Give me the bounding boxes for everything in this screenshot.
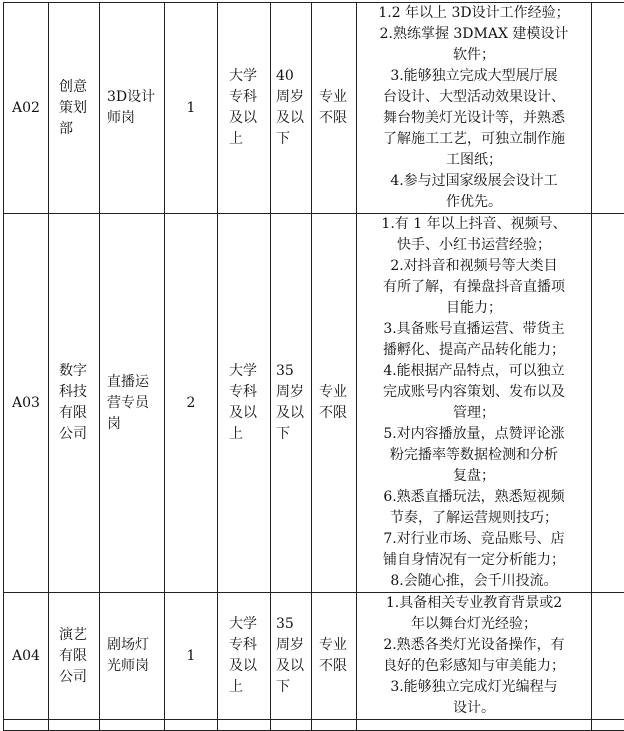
requirement-line: 管理； (357, 403, 591, 424)
job-code: A02 (12, 100, 40, 116)
department-line: 公司 (59, 424, 89, 445)
headcount: 1 (187, 648, 196, 664)
requirements-cell (357, 3, 592, 214)
count-cell (165, 593, 218, 720)
count-cell (165, 3, 218, 214)
requirement-line: 有所了解，有操盘抖音直播项 (357, 277, 591, 298)
education-requirement (229, 361, 259, 445)
dept-cell (49, 214, 100, 593)
major-requirement-line: 专业 (319, 87, 349, 108)
education-cell (218, 593, 271, 720)
education-requirement-line: 上 (229, 424, 259, 445)
count-cell (165, 214, 218, 593)
age-cell (271, 593, 312, 720)
requirement-line: 铺自身情况有一定分析能力； (357, 550, 591, 571)
major-requirement (319, 87, 349, 129)
requirement-line: 舞台物美灯光设计等，并熟悉 (357, 108, 591, 129)
blank-cell (271, 720, 312, 731)
position-cell (100, 593, 165, 720)
age-requirement-line: 及以 (276, 108, 306, 129)
position-name-line: 3D设计 (107, 87, 157, 108)
education-requirement-line: 及以 (229, 656, 259, 677)
major-requirement (319, 382, 349, 424)
requirement-line: 完成账号内容策划、发布以及 (357, 382, 591, 403)
requirement-line: 快手、小红书运营经验； (357, 235, 591, 256)
requirement-line: 粉完播率等数据检测和分析 (357, 445, 591, 466)
blank-cell (312, 720, 357, 731)
age-requirement-line: 下 (276, 424, 306, 445)
major-requirement (319, 635, 349, 677)
department-line: 演艺 (59, 625, 89, 646)
code-cell (4, 3, 49, 214)
age-requirement-line: 35 (276, 614, 306, 635)
requirement-line: 7.对行业市场、竞品账号、店 (357, 529, 591, 550)
education-cell (218, 3, 271, 214)
education-requirement-line: 及以 (229, 403, 259, 424)
department-line: 策划 (59, 98, 89, 119)
job-table (3, 2, 624, 731)
age-requirement (276, 614, 306, 698)
age-requirement-line: 下 (276, 677, 306, 698)
department-line: 有限 (59, 646, 89, 667)
dept-cell (49, 593, 100, 720)
education-requirement-line: 大学 (229, 66, 259, 87)
age-requirement (276, 66, 306, 150)
blank-cell (592, 593, 624, 720)
education-requirement-line: 大学 (229, 361, 259, 382)
requirement-line: 节奏，了解运营规则技巧； (357, 508, 591, 529)
requirement-line: 软件； (357, 45, 591, 66)
department-line: 数字 (59, 361, 89, 382)
major-requirement-line: 专业 (319, 635, 349, 656)
age-requirement-line: 及以 (276, 403, 306, 424)
age-cell (271, 214, 312, 593)
table-row (4, 214, 624, 593)
age-requirement-line: 35 (276, 361, 306, 382)
education-requirement (229, 66, 259, 150)
education-requirement-line: 专科 (229, 87, 259, 108)
position-cell (100, 214, 165, 593)
requirement-line: 复盘； (357, 466, 591, 487)
age-requirement (276, 361, 306, 445)
education-requirement-line: 上 (229, 677, 259, 698)
table-row (4, 593, 624, 720)
age-requirement-line: 及以 (276, 656, 306, 677)
requirement-line: 1.2 年以上 3D设计工作经验； (357, 3, 591, 24)
requirement-line: 3.能够独立完成大型展厅展 (357, 66, 591, 87)
requirement-line: 2.熟悉各类灯光设备操作，有 (357, 635, 591, 656)
major-cell (312, 3, 357, 214)
blank-cell (49, 720, 100, 731)
blank-cell (4, 720, 49, 731)
requirement-line: 工图纸； (357, 150, 591, 171)
requirement-line: 6.熟悉直播玩法，熟悉短视频 (357, 487, 591, 508)
position-name-line: 岗 (107, 414, 157, 435)
department-line: 部 (59, 119, 89, 140)
position-name-line: 剧场灯 (107, 635, 157, 656)
department-line: 公司 (59, 667, 89, 688)
requirement-line: 8.会随心推，会千川投流。 (357, 571, 591, 592)
blank-cell (592, 720, 624, 731)
job-code: A03 (12, 395, 40, 411)
requirement-line: 作优先。 (357, 192, 591, 213)
position-name-line: 师岗 (107, 108, 157, 129)
education-requirement-line: 上 (229, 129, 259, 150)
blank-cell (218, 720, 271, 731)
requirements-list (357, 593, 591, 719)
blank-cell (357, 720, 592, 731)
requirement-line: 良好的色彩感知与审美能力； (357, 656, 591, 677)
requirement-line: 4.能根据产品特点，可以独立 (357, 361, 591, 382)
major-cell (312, 214, 357, 593)
headcount: 1 (187, 100, 196, 116)
requirement-line: 3.能够独立完成灯光编程与 (357, 677, 591, 698)
requirements-cell (357, 214, 592, 593)
major-requirement-line: 不限 (319, 656, 349, 677)
major-cell (312, 593, 357, 720)
age-requirement-line: 周岁 (276, 87, 306, 108)
position-name-line: 营专员 (107, 393, 157, 414)
age-requirement-line: 周岁 (276, 382, 306, 403)
education-requirement-line: 专科 (229, 635, 259, 656)
requirement-line: 设计。 (357, 698, 591, 719)
major-requirement-line: 专业 (319, 382, 349, 403)
code-cell (4, 593, 49, 720)
requirement-line: 3.具备账号直播运营、带货主 (357, 319, 591, 340)
education-requirement-line: 大学 (229, 614, 259, 635)
department (59, 361, 89, 445)
blank-cell (592, 214, 624, 593)
education-requirement-line: 专科 (229, 382, 259, 403)
education-requirement (229, 614, 259, 698)
blank-cell (165, 720, 218, 731)
requirement-line: 台设计、大型活动效果设计、 (357, 87, 591, 108)
department-line: 有限 (59, 403, 89, 424)
requirement-line: 4.参与过国家级展会设计工 (357, 171, 591, 192)
table-row (4, 3, 624, 214)
job-code: A04 (12, 648, 40, 664)
department (59, 77, 89, 140)
age-cell (271, 3, 312, 214)
major-requirement-line: 不限 (319, 403, 349, 424)
requirements-list (357, 3, 591, 213)
requirement-line: 1.具备相关专业教育背景或2 (357, 593, 591, 614)
position-name (107, 372, 157, 435)
department (59, 625, 89, 688)
position-name (107, 635, 157, 677)
department-line: 科技 (59, 382, 89, 403)
requirement-line: 5.对内容播放量，点赞评论涨 (357, 424, 591, 445)
dept-cell (49, 3, 100, 214)
age-requirement-line: 下 (276, 129, 306, 150)
position-name-line: 光师岗 (107, 656, 157, 677)
position-name-line: 直播运 (107, 372, 157, 393)
requirement-line: 年以舞台灯光经验； (357, 614, 591, 635)
code-cell (4, 214, 49, 593)
education-requirement-line: 及以 (229, 108, 259, 129)
requirement-line: 2.熟练掌握 3DMAX 建模设计 (357, 24, 591, 45)
age-requirement-line: 周岁 (276, 635, 306, 656)
blank-cell (592, 3, 624, 214)
education-cell (218, 214, 271, 593)
major-requirement-line: 不限 (319, 108, 349, 129)
requirements-cell (357, 593, 592, 720)
requirements-list (357, 214, 591, 592)
requirement-line: 播孵化、提高产品转化能力； (357, 340, 591, 361)
position-cell (100, 3, 165, 214)
headcount: 2 (187, 395, 196, 411)
requirement-line: 目能力； (357, 298, 591, 319)
age-requirement-line: 40 (276, 66, 306, 87)
requirement-line: 1.有 1 年以上抖音、视频号、 (357, 214, 591, 235)
blank-cell (100, 720, 165, 731)
department-line: 创意 (59, 77, 89, 98)
requirement-line: 了解施工工艺，可独立制作施 (357, 129, 591, 150)
position-name (107, 87, 157, 129)
table-row (4, 720, 624, 731)
requirement-line: 2.对抖音和视频号等大类目 (357, 256, 591, 277)
